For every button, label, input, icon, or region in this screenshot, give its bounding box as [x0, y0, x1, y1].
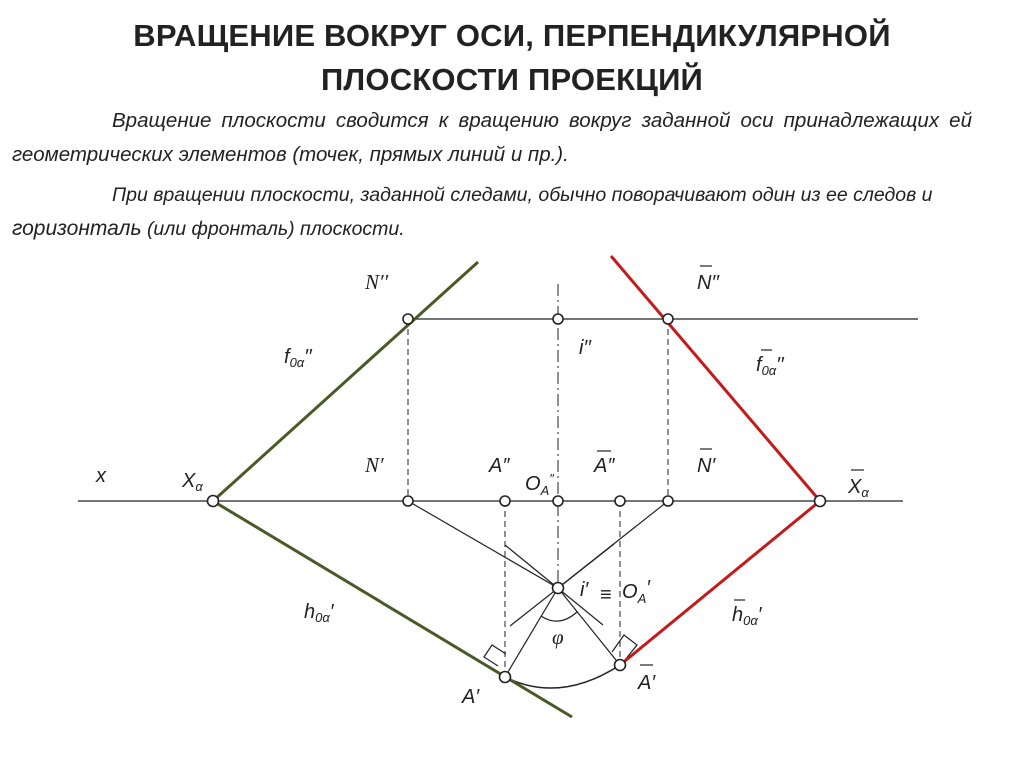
radius-A1 [505, 588, 558, 677]
label-N2bar: N′′ [697, 272, 719, 294]
label-Xa-bar: $X_\alpha$ [848, 476, 869, 500]
label-i2: i′′ [579, 337, 591, 359]
point-Xa-bar [815, 496, 826, 507]
rotation-arc [505, 665, 620, 688]
point-N2 [403, 314, 413, 324]
paragraph-2-text-1: При вращении плоскости, заданной следами, обычно поворачивают один из ее следов и [112, 184, 933, 206]
point-N1 [403, 496, 413, 506]
point-N2bar [663, 314, 673, 324]
label-f0a-bar: $f_{0\alpha}''$ [756, 354, 784, 378]
paragraph-2-text-2: (или фронталь) плоскости. [146, 218, 405, 240]
trace-h0a-rotated [620, 501, 820, 665]
paragraph-1-text: Вращение плоскости сводится к вращению вокруг заданной оси принадлежащих ей геометрических элементов (точек, прямых линий и пр.). [12, 109, 972, 166]
point-OA2 [553, 496, 563, 506]
label-A1bar: A′ [638, 672, 656, 694]
point-A1 [500, 672, 511, 683]
label-i1: i′ [580, 579, 589, 601]
label-equiv: ≡ [600, 584, 612, 606]
label-Xa: $X_\alpha$ [182, 470, 203, 494]
point-i2 [553, 314, 563, 324]
point-Xa [208, 496, 219, 507]
label-x-axis: x [96, 465, 106, 487]
label-h0a: $h_{0\alpha}'$ [304, 601, 334, 625]
right-angle-marker-A-bar [612, 635, 637, 660]
label-A1: A′ [462, 686, 480, 708]
label-A2: A″ [489, 455, 510, 477]
label-N1: N′ [365, 453, 384, 477]
title-line-2: ПЛОСКОСТИ ПРОЕКЦИЙ [320, 62, 704, 97]
label-f0a: $f_{0\alpha}''$ [284, 346, 312, 370]
right-angle-marker-A [484, 645, 506, 666]
label-N1bar: N′ [697, 455, 716, 477]
title-line-1: ВРАЩЕНИЕ ВОКРУГ ОСИ, ПЕРПЕНДИКУЛЯРНОЙ [133, 18, 891, 53]
label-h0a-bar: $h_{0\alpha}'$ [732, 604, 762, 628]
trace-f0a-original [213, 262, 478, 501]
label-phi: φ [552, 625, 564, 649]
point-A1bar [615, 660, 626, 671]
label-OA2: $O_A''$ [525, 471, 554, 498]
point-A2bar [615, 496, 625, 506]
point-OA1 [553, 583, 564, 594]
label-A2bar: A″ [594, 455, 615, 477]
paragraph-2-keyword: горизонталь [12, 217, 142, 240]
label-OA1: $O_A'$ [622, 577, 650, 606]
line-N1-OA1 [408, 501, 558, 588]
label-N2: N′′ [365, 270, 389, 294]
point-N1bar [663, 496, 673, 506]
trace-h0a-original [213, 501, 572, 717]
angle-phi-arc [541, 612, 577, 621]
point-A2 [500, 496, 510, 506]
